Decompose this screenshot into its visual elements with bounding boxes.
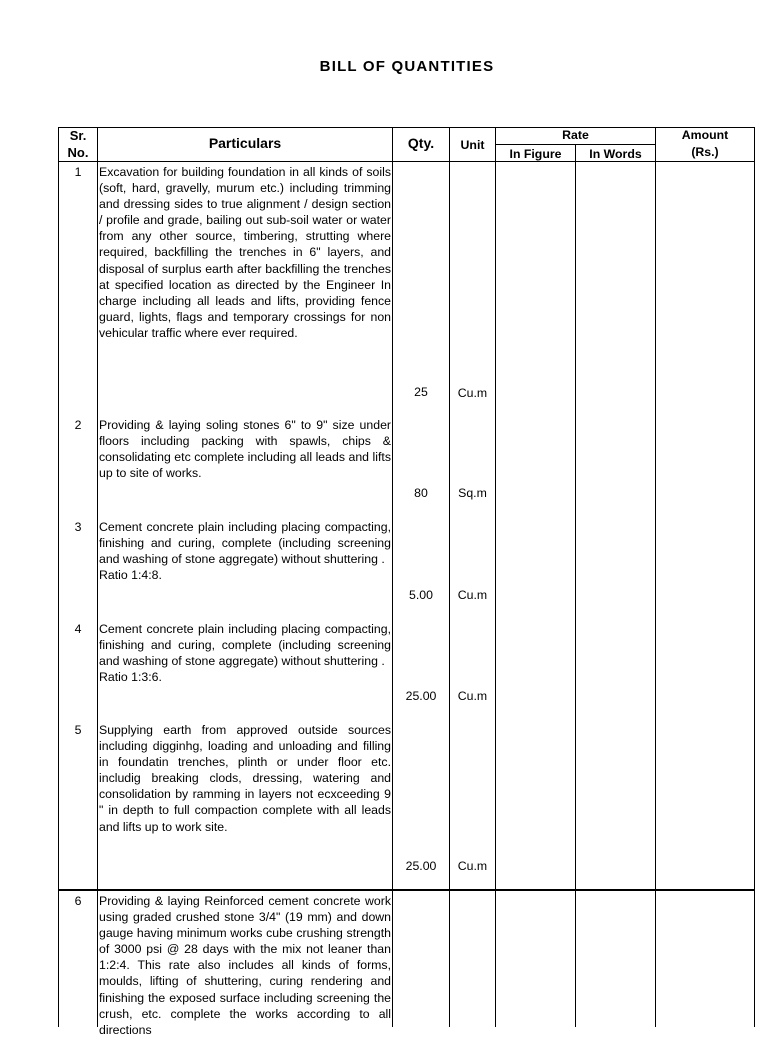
item-6-sr: 6 [74, 894, 82, 908]
header-unit: Unit [460, 138, 485, 152]
col-border-particulars [97, 127, 98, 1027]
header-particulars: Particulars [208, 135, 282, 151]
item-5-particulars: Supplying earth from approved outside sources including digginhg, loading and unloading and filling in foundatin trenches, plinth or under floor etc. includig breaking clods, dressing, watering and consolidation by ramming in layers not ecxceeding 9 " in depth to full compaction complete with all leads and lifts up to work site. [99, 723, 391, 834]
item-4-unit: Cu.m [457, 689, 488, 703]
item-3-particulars: Cement concrete plain including placing compacting, finishing and curing, complete (including screening and washing of stone aggregate) without shuttering . [99, 520, 391, 567]
item-4-particulars: Cement concrete plain including placing compacting, finishing and curing, complete (including screening and washing of stone aggregate) without shuttering . [99, 622, 391, 669]
item-3-qty: 5.00 [409, 588, 433, 602]
item-5-qty: 25.00 [405, 859, 437, 873]
col-border-rate [495, 127, 496, 1027]
item-5-unit: Cu.m [457, 859, 488, 873]
item-4-sr: 4 [74, 622, 82, 636]
item-1-particulars: Excavation for building foundation in all kinds of soils (soft, hard, gravelly, murum etc.) including trimming and dressing sides to true alignment / design section / profile and grade, bailing out sub-soil water or water from any other source, timbering, strutting where required, backfilling the trenches in 6" layers, and disposal of surplus earth after backfilling the trenches at specified location as directed by the Engineer In charge including all leads and lifts, providing fence guard, lights, flags and temporary crossings for non vehicular traffic where ever required. [99, 165, 391, 340]
item-4-particulars-block [99, 621, 391, 685]
item-2-sr: 2 [74, 418, 82, 432]
header-qty: Qty. [407, 135, 435, 151]
bill-of-quantities-table [58, 127, 754, 1037]
header-sr-line1: Sr. [69, 128, 87, 143]
header-rate: Rate [562, 128, 589, 142]
item-6-particulars: Providing & laying Reinforced cement concrete work using graded crushed stone 3/4" (19 mm) and down gauge having minimum works cube crushing strength of 3000 psi @ 28 days with the mix not leaner than 1:2:4. This rate also includes all kinds of forms, moulds, lifting of shuttering, curing rendering and finishing the exposed surface including screening the crush, etc. complete the works according to all directions [99, 894, 391, 1037]
item-1-unit: Cu.m [457, 386, 488, 400]
table-left-border [58, 127, 59, 1027]
col-border-unit [449, 127, 450, 1027]
header-sr-no [58, 127, 98, 161]
col-border-in-words [575, 144, 576, 1027]
item-3-ratio: Ratio 1:4:8. [99, 568, 162, 583]
item-4-ratio: Ratio 1:3:6. [99, 670, 162, 685]
section-divider [58, 889, 755, 891]
item-2-unit: Sq.m [458, 486, 487, 500]
item-5-sr: 5 [74, 723, 82, 737]
header-amount-line2: (Rs.) [691, 145, 719, 160]
col-border-amount [655, 127, 656, 1027]
item-1-sr: 1 [74, 165, 82, 179]
page-title: BILL OF QUANTITIES [319, 58, 495, 75]
header-amount [656, 127, 754, 160]
item-2-qty: 80 [414, 486, 428, 500]
table-right-border [754, 127, 755, 1027]
header-sr-line2: No. [67, 145, 89, 160]
header-in-words: In Words [589, 147, 642, 161]
item-3-unit: Cu.m [457, 588, 488, 602]
item-1-qty: 25 [414, 385, 428, 399]
item-3-sr: 3 [74, 520, 82, 534]
header-in-figure: In Figure [509, 147, 562, 161]
item-4-qty: 25.00 [405, 689, 437, 703]
item-2-particulars: Providing & laying soling stones 6" to 9" size under floors including packing with spawls, chips & consolidating etc complete including all leads and lifts up to site of works. [99, 418, 391, 481]
header-amount-line1: Amount [681, 128, 729, 142]
item-3-particulars-block [99, 519, 391, 583]
col-border-qty [392, 127, 393, 1027]
